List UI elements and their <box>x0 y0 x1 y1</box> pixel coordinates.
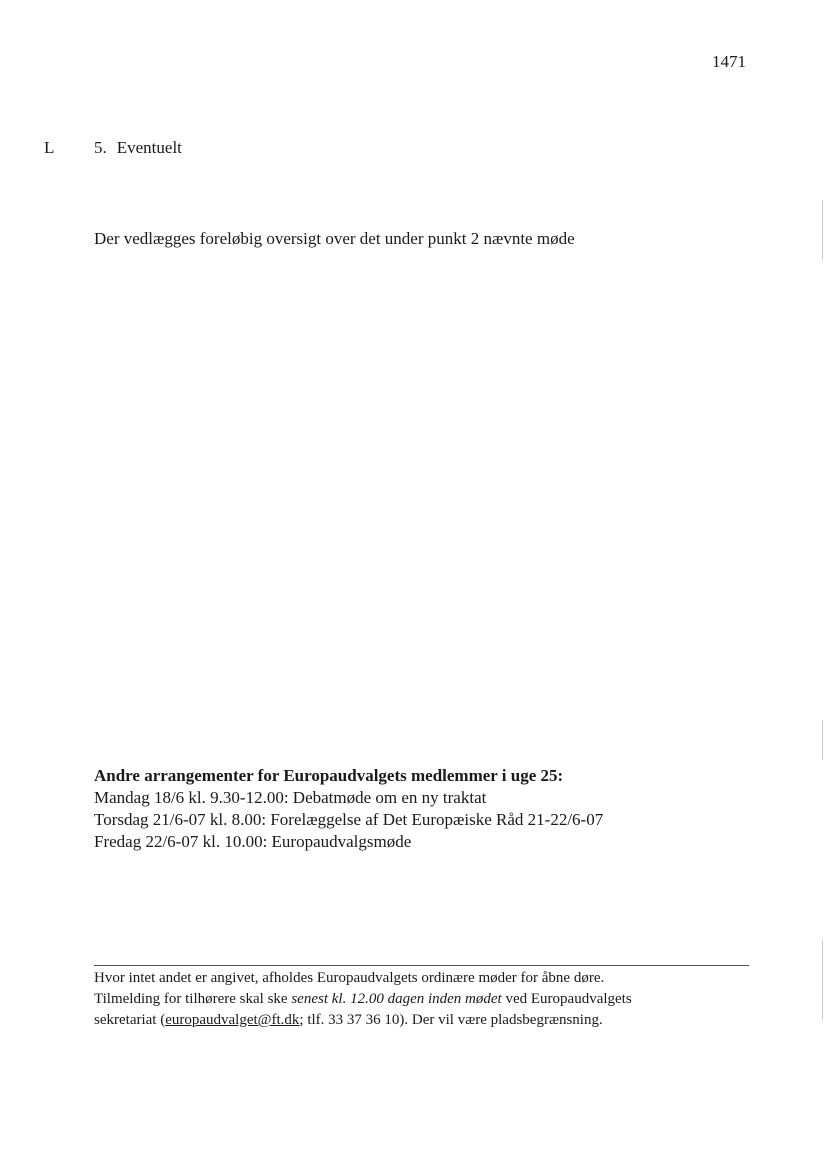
footnote-line-1: Hvor intet andet er angivet, afholdes Europaudvalgets ordinære møder for åbne døre. <box>94 970 605 986</box>
footnote-deadline: senest kl. 12.00 dagen inden mødet <box>291 991 502 1007</box>
scan-artifact <box>822 200 823 260</box>
footnote-line-3-prefix: sekretariat ( <box>94 1012 166 1028</box>
scan-artifact <box>822 720 823 760</box>
agenda-item <box>94 138 182 158</box>
events-heading: Andre arrangementer for Europaudvalgets medlemmer i uge 25: <box>94 766 564 785</box>
footnote-line-3 <box>94 1010 632 1031</box>
event-item-thursday: Torsdag 21/6-07 kl. 8.00: Forelæggelse af Det Europæiske Råd 21-22/6-07 <box>94 810 604 829</box>
events-section <box>94 765 603 853</box>
email-link[interactable]: europaudvalget@ft.dk <box>165 1012 300 1028</box>
page-number: 1471 <box>712 52 746 71</box>
agenda-marker: L <box>44 138 55 157</box>
agenda-item-number: 5. <box>94 138 107 157</box>
event-item-friday: Fredag 22/6-07 kl. 10.00: Europaudvalgsmøde <box>94 832 412 851</box>
footnote-line-2 <box>94 989 632 1010</box>
footnote-line-3-suffix: ; tlf. 33 37 36 10). Der vil være pladsbegrænsning. <box>299 1012 603 1028</box>
event-item-monday: Mandag 18/6 kl. 9.30-12.00: Debatmøde om en ny traktat <box>94 788 487 807</box>
agenda-item-title: Eventuelt <box>116 138 182 157</box>
footnote-line-2-prefix: Tilmelding for tilhørere skal ske <box>94 991 292 1007</box>
scan-artifact <box>822 940 823 1020</box>
intro-text: Der vedlægges foreløbig oversigt over det under punkt 2 nævnte møde <box>94 229 575 248</box>
footnote-line-2-suffix: ved Europaudvalgets <box>501 991 632 1007</box>
footnote <box>94 968 632 1031</box>
footnote-divider <box>94 965 749 966</box>
